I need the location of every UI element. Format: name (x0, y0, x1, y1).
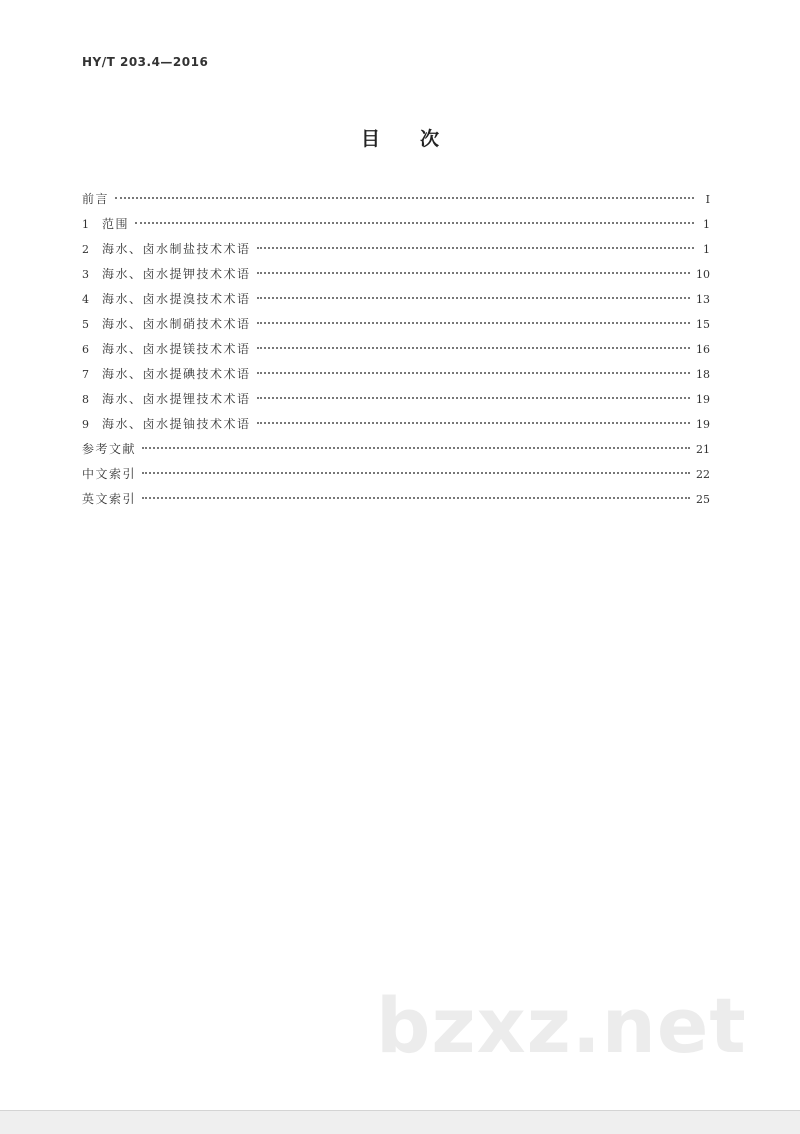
toc-entry-page: 19 (696, 393, 710, 406)
toc-entry-page: 21 (696, 443, 710, 456)
toc-entry[interactable] (82, 390, 710, 415)
toc-entry[interactable] (82, 490, 710, 515)
toc-leader-dots (142, 472, 690, 474)
toc-entry-number: 4 (82, 293, 89, 306)
toc-entry[interactable] (82, 365, 710, 390)
toc-entry[interactable] (82, 415, 710, 440)
toc-entry[interactable] (82, 190, 710, 215)
toc-entry[interactable] (82, 340, 710, 365)
toc-entry-label: 海水、卤水提溴技术术语 (102, 292, 251, 306)
toc-entry-label: 英文索引 (82, 492, 137, 506)
toc-entry-number: 1 (82, 218, 89, 231)
toc-entry-number: 3 (82, 268, 89, 281)
toc-entry-page: 15 (696, 318, 710, 331)
toc-entry-page: 18 (696, 368, 710, 381)
toc-entry-number: 8 (82, 393, 89, 406)
viewer-bottom-bar (0, 1110, 800, 1134)
toc-leader-dots (257, 397, 690, 399)
toc-entry[interactable] (82, 240, 710, 265)
toc-entry[interactable] (82, 465, 710, 490)
toc-leader-dots (257, 347, 690, 349)
toc-leader-dots (135, 222, 694, 224)
toc-leader-dots (257, 272, 690, 274)
toc-entry-page: 25 (696, 493, 710, 506)
toc-entry-label: 参考文献 (82, 442, 137, 456)
page-title: 目次 (360, 128, 479, 150)
toc-entry-label: 中文索引 (82, 467, 137, 481)
toc-entry[interactable] (82, 315, 710, 340)
toc-entry-label: 前言 (82, 192, 110, 206)
toc-entry-label: 海水、卤水提钾技术术语 (102, 267, 251, 281)
toc-leader-dots (257, 297, 690, 299)
toc-entry-number: 9 (82, 418, 89, 431)
toc-entry-page: 19 (696, 418, 710, 431)
toc-entry-label: 范围 (102, 217, 130, 231)
toc-leader-dots (257, 372, 690, 374)
toc-entry-page: 13 (696, 293, 710, 306)
toc-entry[interactable] (82, 215, 710, 240)
toc-entry-number: 7 (82, 368, 89, 381)
toc-entry-page: 10 (696, 268, 710, 281)
table-of-contents (82, 190, 710, 515)
toc-entry-label: 海水、卤水制盐技术术语 (102, 242, 251, 256)
toc-entry-label: 海水、卤水制硝技术术语 (102, 317, 251, 331)
toc-entry-number: 2 (82, 243, 89, 256)
document-code: HY/T 203.4—2016 (82, 55, 209, 69)
toc-leader-dots (142, 497, 690, 499)
toc-leader-dots (257, 247, 694, 249)
toc-entry-number: 5 (82, 318, 89, 331)
toc-entry-number: 6 (82, 343, 89, 356)
toc-entry-page: 22 (696, 468, 710, 481)
toc-entry-page: 16 (696, 343, 710, 356)
toc-leader-dots (142, 447, 690, 449)
toc-entry-page: 1 (703, 218, 710, 231)
toc-entry-label: 海水、卤水提锂技术术语 (102, 392, 251, 406)
toc-leader-dots (257, 322, 690, 324)
toc-entry[interactable] (82, 440, 710, 465)
toc-leader-dots (115, 197, 694, 199)
toc-entry-label: 海水、卤水提镁技术术语 (102, 342, 251, 356)
toc-entry-page: 1 (703, 243, 710, 256)
toc-entry-page: Ⅰ (705, 193, 710, 206)
toc-entry[interactable] (82, 290, 710, 315)
watermark: bzxz.net (376, 981, 747, 1070)
toc-entry-label: 海水、卤水提碘技术术语 (102, 367, 251, 381)
toc-entry-label: 海水、卤水提铀技术术语 (102, 417, 251, 431)
toc-entry[interactable] (82, 265, 710, 290)
toc-leader-dots (257, 422, 690, 424)
